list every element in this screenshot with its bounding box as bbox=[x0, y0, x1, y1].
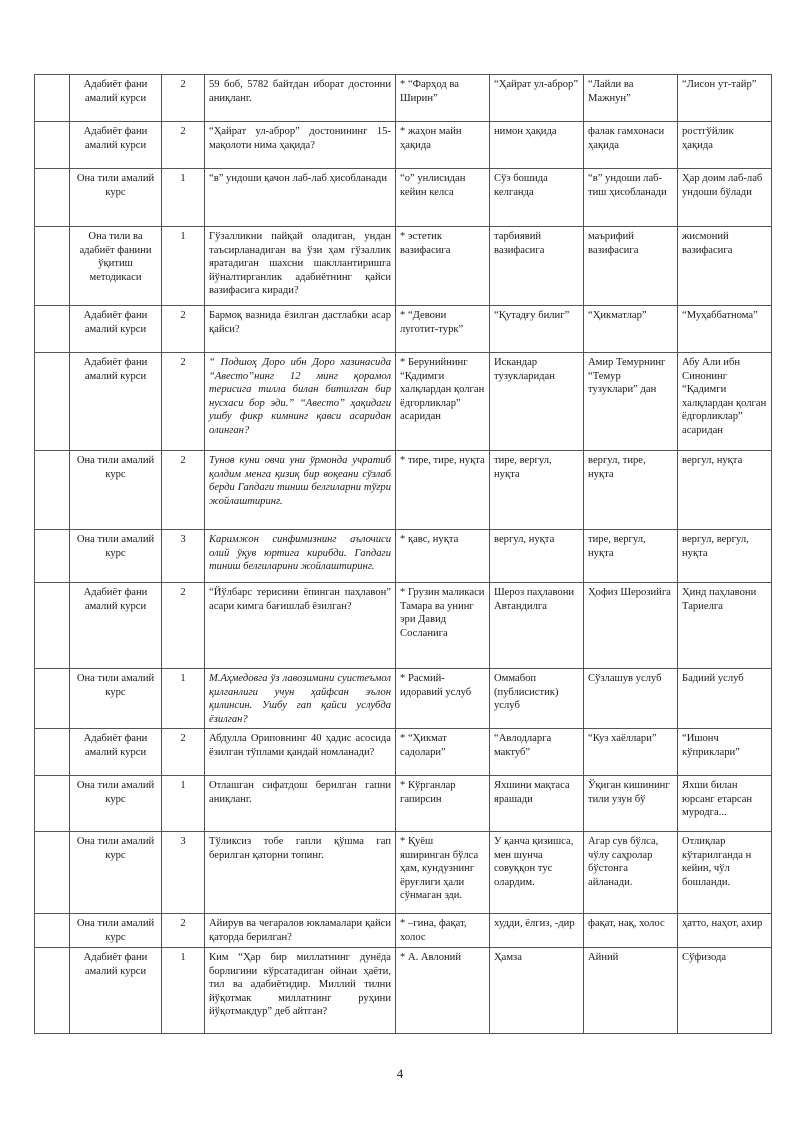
course-cell: Она тили амалий курс bbox=[70, 169, 162, 227]
option-b-cell: Яхшини мақтаса ярашади bbox=[490, 776, 584, 832]
course-cell: Адабиёт фани амалий курси bbox=[70, 122, 162, 169]
course-cell: Она тили амалий курс bbox=[70, 669, 162, 729]
table-row bbox=[35, 227, 772, 306]
option-b-cell: “Авлодларга мактуб” bbox=[490, 729, 584, 776]
course-cell: Она тили амалий курс bbox=[70, 914, 162, 948]
question-cell: М.Аҳмедовга ўз лавозимини суистеъмол қилганлиги учун ҳайфсан эълон қилинсин. Ушбу гап қайси услубда ёзилган? bbox=[205, 669, 396, 729]
option-d-cell: ҳатто, наҳот, ахир bbox=[678, 914, 772, 948]
row-number-cell bbox=[35, 353, 70, 451]
question-cell: Ким “Ҳар бир миллатнинг дунёда борлигини кўрсатадиган ойнаи ҳаёти, тил ва адабиётидир. Миллий тилни йўқотмак миллатнинг руҳини йўқотмакдур” деб айтган? bbox=[205, 948, 396, 1034]
course-cell: Адабиёт фани амалий курси bbox=[70, 948, 162, 1034]
page-number: 4 bbox=[396, 1066, 404, 1081]
option-b-cell: “Ҳайрат ул-аброр” bbox=[490, 75, 584, 122]
row-number-cell bbox=[35, 530, 70, 583]
score-cell: 3 bbox=[162, 832, 205, 914]
row-number-cell bbox=[35, 914, 70, 948]
option-c-cell: Амир Темурнинг “Темур тузуклари” дан bbox=[584, 353, 678, 451]
option-d-cell: Яхши билан юрсанг етарсан муродга... bbox=[678, 776, 772, 832]
answer-cell: * –гина, фақат, холос bbox=[396, 914, 490, 948]
option-b-cell: Шероз паҳлавони Автандилга bbox=[490, 583, 584, 669]
score-cell: 2 bbox=[162, 729, 205, 776]
option-d-cell: Ҳинд паҳлавони Тариелга bbox=[678, 583, 772, 669]
option-d-cell: Отлиқлар кўтарилганда н кейин, чўл бошланди. bbox=[678, 832, 772, 914]
score-cell: 1 bbox=[162, 227, 205, 306]
course-cell: Адабиёт фани амалий курси bbox=[70, 583, 162, 669]
course-cell: Она тили амалий курс bbox=[70, 451, 162, 530]
question-cell: Айирув ва чегаралов юкламалари қайси қаторда берилган? bbox=[205, 914, 396, 948]
answer-cell: * Кўрганлар гапирсин bbox=[396, 776, 490, 832]
table-row bbox=[35, 669, 772, 729]
option-c-cell: “Лайли ва Мажнун” bbox=[584, 75, 678, 122]
answer-cell: * Қуёш яширинган бўлса ҳам, кундузнинг ёруғлиги ҳали сўнмаган эди. bbox=[396, 832, 490, 914]
option-c-cell: фақат, нақ, холос bbox=[584, 914, 678, 948]
option-d-cell: жисмоний вазифасига bbox=[678, 227, 772, 306]
table-row bbox=[35, 530, 772, 583]
table-row bbox=[35, 583, 772, 669]
answer-cell: * тире, тире, нуқта bbox=[396, 451, 490, 530]
question-cell: Тўликсиз тобе гапли қўшма гап берилган қаторни топинг. bbox=[205, 832, 396, 914]
question-cell: Отлашган сифатдош берилган гапни аниқланг. bbox=[205, 776, 396, 832]
option-b-cell: нимон ҳақида bbox=[490, 122, 584, 169]
option-d-cell: Абу Али ибн Синонинг “Қадимги халқлардан қолган ёдгорликлар” асаридан bbox=[678, 353, 772, 451]
option-b-cell: худди, ёлгиз, -дир bbox=[490, 914, 584, 948]
row-number-cell bbox=[35, 948, 70, 1034]
question-cell: “в” ундоши қачон лаб-лаб ҳисобланади bbox=[205, 169, 396, 227]
question-cell: Бармоқ вазнида ёзилган дастлабки асар қайси? bbox=[205, 306, 396, 353]
course-cell: Она тили амалий курс bbox=[70, 776, 162, 832]
question-cell: Каримжон синфимизнинг аълочиси олий ўқув юртига кирибди. Гапдаги тиниш белгиларини жойлаштиринг. bbox=[205, 530, 396, 583]
table-row bbox=[35, 75, 772, 122]
option-c-cell: маърифий вазифасига bbox=[584, 227, 678, 306]
score-cell: 1 bbox=[162, 948, 205, 1034]
score-cell: 2 bbox=[162, 306, 205, 353]
score-cell: 2 bbox=[162, 122, 205, 169]
option-d-cell: “Муҳаббатнома” bbox=[678, 306, 772, 353]
option-b-cell: вергул, нуқта bbox=[490, 530, 584, 583]
table-row bbox=[35, 948, 772, 1034]
row-number-cell bbox=[35, 832, 70, 914]
option-b-cell: Ҳамза bbox=[490, 948, 584, 1034]
row-number-cell bbox=[35, 122, 70, 169]
option-c-cell: тире, вергул, нуқта bbox=[584, 530, 678, 583]
option-b-cell: Оммабоп (публисистик) услуб bbox=[490, 669, 584, 729]
option-b-cell: “Қутадғу билиг” bbox=[490, 306, 584, 353]
answer-cell: * “Ҳикмат садолари” bbox=[396, 729, 490, 776]
course-cell: Адабиёт фани амалий курси bbox=[70, 75, 162, 122]
score-cell: 1 bbox=[162, 776, 205, 832]
score-cell: 2 bbox=[162, 75, 205, 122]
table-row bbox=[35, 832, 772, 914]
table-row bbox=[35, 353, 772, 451]
row-number-cell bbox=[35, 583, 70, 669]
answer-cell: * А. Авлоний bbox=[396, 948, 490, 1034]
answer-cell: * Грузин маликаси Тамара ва унинг эри Давид Сосланига bbox=[396, 583, 490, 669]
table-row bbox=[35, 122, 772, 169]
course-cell: Она тили амалий курс bbox=[70, 530, 162, 583]
test-questions-table bbox=[34, 74, 772, 1034]
option-c-cell: Сўзлашув услуб bbox=[584, 669, 678, 729]
option-c-cell: вергул, тире, нуқта bbox=[584, 451, 678, 530]
course-cell: Она тили амалий курс bbox=[70, 832, 162, 914]
table-row bbox=[35, 729, 772, 776]
option-d-cell: Бадиий услуб bbox=[678, 669, 772, 729]
course-cell: Адабиёт фани амалий курси bbox=[70, 729, 162, 776]
row-number-cell bbox=[35, 776, 70, 832]
course-cell: Она тили ва адабиёт фанини ўқитиш методикаси bbox=[70, 227, 162, 306]
option-d-cell: Ҳар доим лаб-лаб ундоши бўлади bbox=[678, 169, 772, 227]
option-c-cell: “Куз хаёллари” bbox=[584, 729, 678, 776]
question-cell: “ Подшоҳ Доро ибн Доро хазинасида “Авесто”нинг 12 минг қорамол терисига тилла билан битилган бир нусхаси бор эди.” “Авесто” ҳақидаги ушбу фикр кимнинг қавси асаридан олинган? bbox=[205, 353, 396, 451]
row-number-cell bbox=[35, 669, 70, 729]
answer-cell: * жаҳон майн ҳақида bbox=[396, 122, 490, 169]
option-d-cell: Сўфизода bbox=[678, 948, 772, 1034]
question-cell: Гўзалликни пайқай оладиган, ундан таъсирланадиган ва ўзи ҳам гўзаллик яратадиган шахсни шакллантиришга йўналтирганлик адабиётнинг қайси вазифасига киради? bbox=[205, 227, 396, 306]
answer-cell: * “Фарҳод ва Ширин” bbox=[396, 75, 490, 122]
option-b-cell: Искандар тузукларидан bbox=[490, 353, 584, 451]
question-cell: Абдулла Ориповнинг 40 ҳадис асосида ёзилган тўплами қандай номланади? bbox=[205, 729, 396, 776]
row-number-cell bbox=[35, 306, 70, 353]
option-d-cell: “Лисон ут-тайр” bbox=[678, 75, 772, 122]
table-row bbox=[35, 776, 772, 832]
option-b-cell: тире, вергул, нуқта bbox=[490, 451, 584, 530]
row-number-cell bbox=[35, 451, 70, 530]
option-c-cell: Агар сув бўлса, чўлу саҳролар бўстонга айланади. bbox=[584, 832, 678, 914]
score-cell: 2 bbox=[162, 583, 205, 669]
option-d-cell: вергул, нуқта bbox=[678, 451, 772, 530]
score-cell: 1 bbox=[162, 669, 205, 729]
answer-cell: * қавс, нуқта bbox=[396, 530, 490, 583]
score-cell: 1 bbox=[162, 169, 205, 227]
course-cell: Адабиёт фани амалий курси bbox=[70, 353, 162, 451]
answer-cell: “о” унлисидан кейин келса bbox=[396, 169, 490, 227]
option-c-cell: “в” ундоши лаб-тиш ҳисобланади bbox=[584, 169, 678, 227]
option-c-cell: фалак гамхонаси ҳақида bbox=[584, 122, 678, 169]
answer-cell: * “Девони луготит-турк” bbox=[396, 306, 490, 353]
answer-cell: * Берунийнинг “Қадимги халқлардан қолган ёдгорликлар” асаридан bbox=[396, 353, 490, 451]
option-b-cell: У қанча қизишса, мен шунча совуққон тус олардим. bbox=[490, 832, 584, 914]
row-number-cell bbox=[35, 729, 70, 776]
question-cell: Тунов куни овчи уни ўрмонда учратиб қолдим менга қизиқ бир воқеани сўзлаб берди Гапдаги тиниш белгиларни тўғри жойлаштиринг. bbox=[205, 451, 396, 530]
option-c-cell: Ҳофиз Шерозийга bbox=[584, 583, 678, 669]
course-cell: Адабиёт фани амалий курси bbox=[70, 306, 162, 353]
option-c-cell: Айний bbox=[584, 948, 678, 1034]
option-d-cell: ростгўйлик ҳақида bbox=[678, 122, 772, 169]
score-cell: 2 bbox=[162, 353, 205, 451]
option-d-cell: “Ишонч кўприклари” bbox=[678, 729, 772, 776]
table-row bbox=[35, 914, 772, 948]
table-row bbox=[35, 451, 772, 530]
score-cell: 3 bbox=[162, 530, 205, 583]
option-b-cell: Сўз бошида келганда bbox=[490, 169, 584, 227]
question-cell: 59 боб, 5782 байтдан иборат достонни аниқланг. bbox=[205, 75, 396, 122]
question-cell: “Ҳайрат ул-аброр” достонининг 15-мақолоти нима ҳақида? bbox=[205, 122, 396, 169]
score-cell: 2 bbox=[162, 451, 205, 530]
option-b-cell: тарбиявий вазифасига bbox=[490, 227, 584, 306]
answer-cell: * эстетик вазифасига bbox=[396, 227, 490, 306]
score-cell: 2 bbox=[162, 914, 205, 948]
table-row bbox=[35, 306, 772, 353]
option-c-cell: “Ҳикматлар” bbox=[584, 306, 678, 353]
row-number-cell bbox=[35, 75, 70, 122]
option-d-cell: вергул, вергул, нуқта bbox=[678, 530, 772, 583]
table-row bbox=[35, 169, 772, 227]
answer-cell: * Расмий-идоравий услуб bbox=[396, 669, 490, 729]
row-number-cell bbox=[35, 227, 70, 306]
row-number-cell bbox=[35, 169, 70, 227]
option-c-cell: Ўқиган кишининг тили узун бў bbox=[584, 776, 678, 832]
question-cell: “Йўлбарс терисини ёпинган паҳлавон” асари кимга бағишлаб ёзилган? bbox=[205, 583, 396, 669]
